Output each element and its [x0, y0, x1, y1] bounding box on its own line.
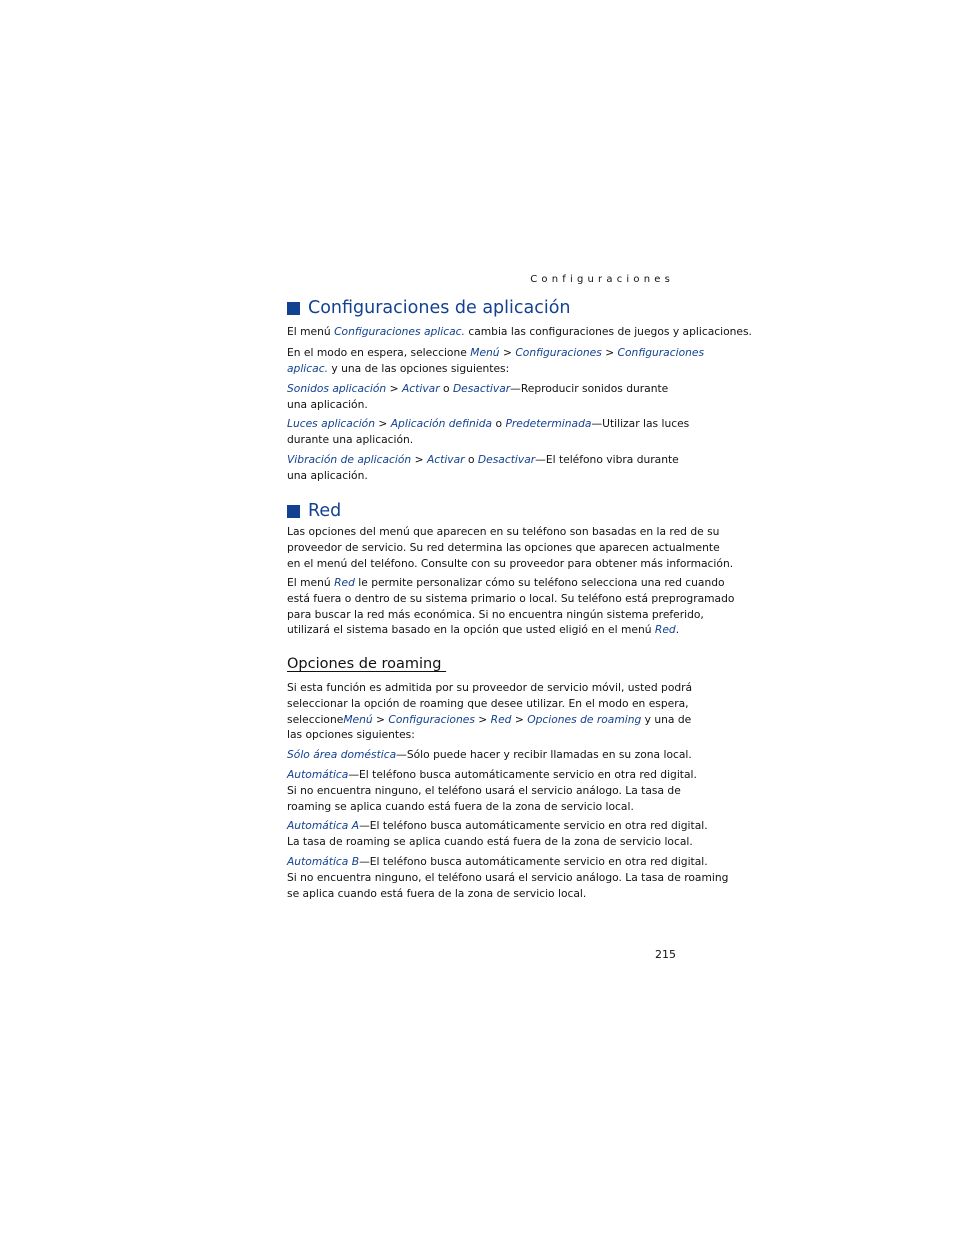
- heading-text: Configuraciones de aplicación: [308, 298, 571, 318]
- option-item: Sonidos aplicación > Activar o Desactivar—Reproducir sonidos durante una aplicación.: [287, 382, 669, 411]
- option-item: Vibración de aplicación > Activar o Desactivar—El teléfono vibra durante una aplicación.: [287, 453, 679, 482]
- option-item: Automática B—El teléfono busca automáticamente servicio en otra red digital. Si no encuentra ninguno, el teléfono usará el servicio análogo. La tasa de roaming se aplica cuando está fuera de la zona de servicio local.: [287, 855, 729, 900]
- paragraph: Las opciones del menú que aparecen en su teléfono son basadas en la red de su proveedor de servicio. Su red determina las opciones que aparecen actualmente en el menú del teléfono. Consulte con su proveedor para obtener más información.: [287, 525, 734, 570]
- running-header: Configuraciones: [530, 274, 674, 285]
- paragraph: En el modo en espera, seleccione Menú > Configuraciones > Configuraciones aplicac. y una de las opciones siguientes:: [287, 346, 705, 375]
- section-heading-network: [287, 501, 687, 521]
- option-item: Automática A—El teléfono busca automáticamente servicio en otra red digital. La tasa de roaming se aplica cuando está fuera de la zona de servicio local.: [287, 819, 708, 848]
- subsection-heading-roaming: Opciones de roaming: [287, 656, 447, 672]
- square-bullet-icon: [287, 302, 300, 315]
- paragraph: El menú Red le permite personalizar cómo su teléfono selecciona una red cuando está fuera o dentro de su sistema primario o local. Su teléfono está preprogramado para buscar la red más económica. Si no encuentra ningún sistema preferido, utilizará el sistema basado en la opción que usted eligió en el menú Red.: [287, 576, 735, 637]
- page-number: 215: [655, 948, 676, 961]
- paragraph: Si esta función es admitida por su proveedor de servicio móvil, usted podrá seleccionar la opción de roaming que desee utilizar. En el modo en espera, seleccioneMenú > Configuraciones > Red > Opciones de roaming y una de las opciones siguientes:: [287, 681, 693, 742]
- paragraph: El menú Configuraciones aplicac. cambia las configuraciones de juegos y aplicaciones.: [287, 325, 752, 338]
- section-heading-app-settings: [287, 298, 687, 318]
- square-bullet-icon: [287, 505, 300, 518]
- option-item: Automática—El teléfono busca automáticamente servicio en otra red digital. Si no encuentra ninguno, el teléfono usará el servicio análogo. La tasa de roaming se aplica cuando está fuera de la zona de servicio local.: [287, 768, 697, 813]
- heading-text: Red: [308, 501, 342, 521]
- menu-path-term: Configuraciones aplicac.: [334, 325, 465, 338]
- option-item: Sólo área doméstica—Sólo puede hacer y recibir llamadas en su zona local.: [287, 748, 692, 761]
- option-item: Luces aplicación > Aplicación definida o Predeterminada—Utilizar las luces durante una aplicación.: [287, 417, 690, 446]
